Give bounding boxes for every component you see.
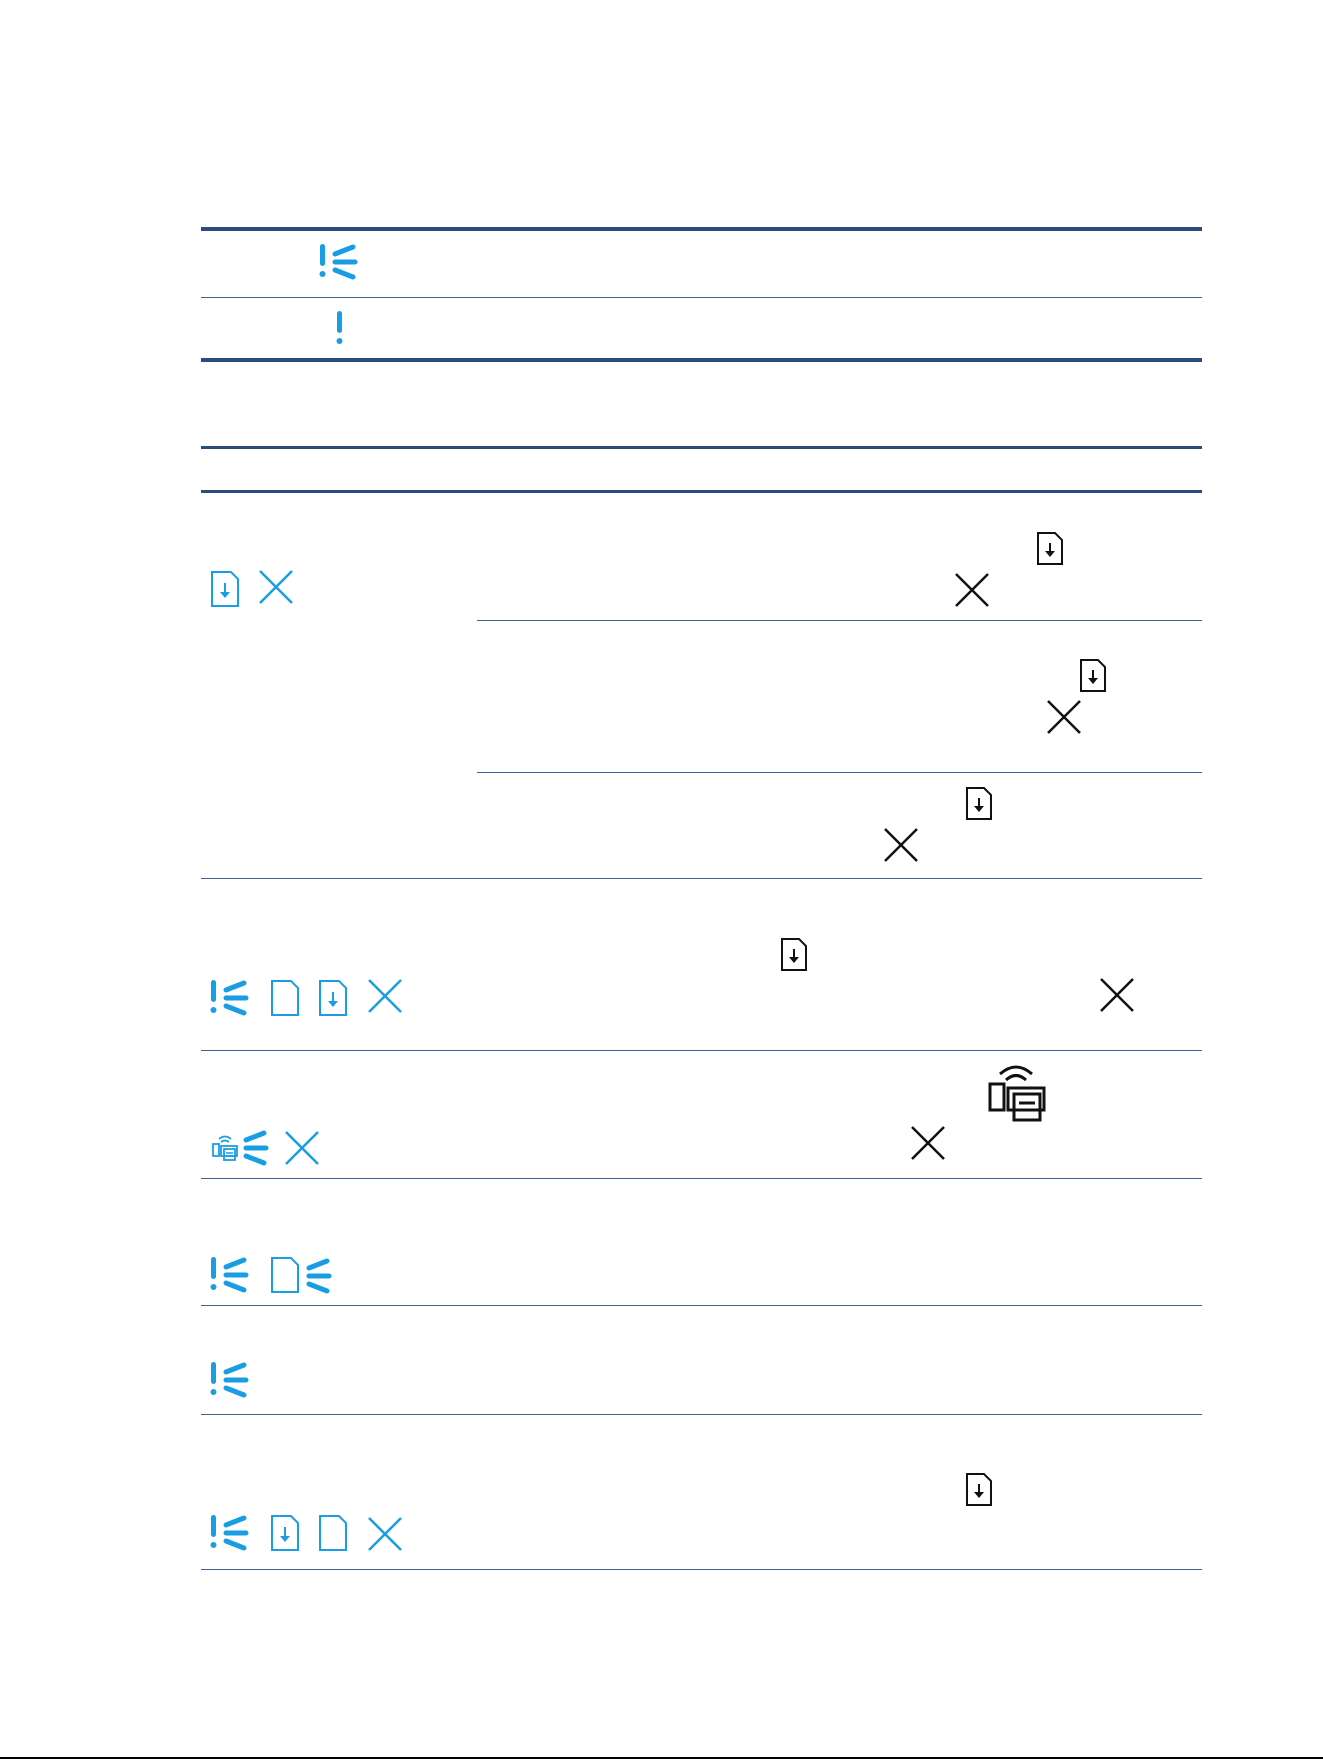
cancel-icon <box>884 828 920 864</box>
resume-icon <box>1037 532 1065 566</box>
attention-icon <box>337 311 345 345</box>
attention-blinking-icon <box>211 1515 255 1553</box>
cancel-icon <box>259 570 295 606</box>
status-table-header-rule <box>201 490 1202 493</box>
legend-table-bottom-rule <box>201 358 1202 362</box>
status-table-bottom-rule <box>201 1569 1202 1570</box>
status-row-divider <box>201 1178 1202 1179</box>
cancel-icon <box>1047 700 1083 736</box>
cancel-icon <box>368 1517 404 1553</box>
status-row-divider <box>201 1305 1202 1306</box>
resume-icon <box>966 1473 994 1507</box>
status-table-top-rule <box>201 446 1202 449</box>
legend-row-divider <box>201 297 1202 298</box>
resume-icon <box>271 1515 301 1553</box>
cancel-icon <box>285 1131 321 1167</box>
cancel-icon <box>955 573 991 609</box>
wireless-printer-icon <box>988 1062 1048 1122</box>
resume-icon <box>966 787 994 821</box>
cancel-icon <box>1100 978 1136 1014</box>
resume-icon <box>319 980 349 1018</box>
status-row-divider <box>201 1414 1202 1415</box>
status-subrow-divider <box>477 620 1202 621</box>
resume-icon <box>781 938 809 972</box>
document-icon <box>271 980 301 1018</box>
status-subrow-divider <box>477 772 1202 773</box>
cancel-icon <box>911 1126 947 1162</box>
resume-icon <box>211 571 241 609</box>
cancel-icon <box>368 979 404 1015</box>
wireless-printer-blinking-icon <box>212 1130 272 1170</box>
page-footer-rule <box>0 1757 1323 1759</box>
attention-blinking-icon <box>211 980 255 1018</box>
attention-blinking-icon <box>320 244 364 282</box>
document-blinking-icon <box>271 1257 333 1295</box>
status-row-divider <box>201 1050 1202 1051</box>
attention-blinking-icon <box>211 1362 255 1400</box>
legend-table-top-rule <box>201 227 1202 231</box>
attention-blinking-icon <box>211 1257 255 1295</box>
status-row-divider <box>201 878 1202 879</box>
resume-icon <box>1080 659 1108 693</box>
document-icon <box>319 1515 349 1553</box>
